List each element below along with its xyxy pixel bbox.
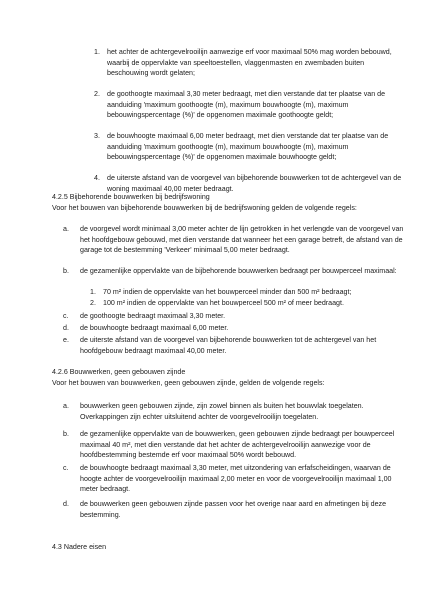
list-marker: b. [63, 430, 69, 438]
list-marker: 1. [94, 48, 100, 56]
list-item [0, 429, 430, 463]
list-item-text: de uiterste afstand van de voorgevel van bijbehorende bouwwerken tot de achtergevel van het hoofdgebouw bedraagt maximaal 40,00 meter. [80, 336, 377, 355]
list-item-text: 70 m² indien de oppervlakte van het bouwperceel minder dan 500 m² bedraagt; [103, 288, 352, 296]
numbered-list-top [0, 47, 430, 194]
list-marker: a. [63, 402, 69, 410]
list-item [0, 173, 430, 194]
lettered-list-4-2-6 [0, 401, 430, 521]
list-item-text: de bouwhoogte bedraagt maximaal 3,30 meter, met uitzondering van erfafscheidingen, waarvan de hoogte achter de voorgevelrooilijn maximaal 2,00 meter en voor de voorgevelrooilijn maximaal 1,00 meter bedraagt. [80, 464, 392, 494]
section-intro-4-2-6: Voor het bouwen van bouwwerken, geen gebouwen zijnde, gelden de volgende regels: [52, 379, 325, 387]
list-item-text: de bouwhoogte bedraagt maximaal 6,00 meter. [80, 324, 229, 332]
list-item [0, 266, 430, 287]
list-item-text: de goothoogte maximaal 3,30 meter bedraagt, met dien verstande dat ter plaatse van de aanduiding 'maximum goothoogte (m), maximum bouwhoogte (m), maximum bebouwingspercentage (%)' de opgenomen maximale goothoogte geldt; [107, 90, 386, 120]
list-item-text: de gezamenlijke oppervlakte van de bouwwerken, geen gebouwen zijnde bedraagt per bouwperceel maximaal 40 m², met dien verstande dat het achter de achtergevelrooilijn aanwezige voor de hoofdbestemming bestemde erf voor maximaal 50% wordt bebouwd. [80, 430, 395, 460]
list-item [0, 401, 430, 429]
list-item [0, 89, 430, 131]
sub-list-item [0, 287, 430, 298]
list-item-text: de gezamenlijke oppervlakte van de bijbehorende bouwwerken bedraagt per bouwperceel maximaal: [80, 267, 397, 275]
section-intro-4-2-5: Voor het bouwen van bijbehorende bouwwerken bij de bedrijfswoning gelden de volgende regels: [52, 204, 357, 212]
list-item-text: de goothoogte bedraagt maximaal 3,30 meter. [80, 312, 226, 320]
list-item-text: de bouwwerken geen gebouwen zijnde passen voor het overige naar aard en afmetingen bij deze bestemming. [80, 500, 387, 519]
list-item-text: de voorgevel wordt minimaal 3,00 meter achter de lijn getrokken in het verlengde van de voorgevel van het hoofdgebouw gebouwd, met dien verstande dat wanneer het een garage betreft, de afstand van de garage tot de bestemming 'Verkeer' minimaal 5,00 meter bedraagt. [80, 225, 404, 255]
list-item [0, 335, 430, 357]
list-item-text: bouwwerken geen gebouwen zijnde, zijn zowel binnen als buiten het bouwvlak toegelaten. Overkappingen zijn echter uitsluitend achter de voorgevelrooilijn toegelaten. [80, 402, 364, 421]
list-item-text: de bouwhoogte maximaal 6,00 meter bedraagt, met dien verstande dat ter plaatse van de aanduiding 'maximum goothoogte (m), maximum bouwhoogte (m), maximum bebouwingspercentage (%)' de opgenomen maximale bouwhoogte geldt; [107, 132, 389, 162]
list-marker: b. [63, 267, 69, 275]
list-item [0, 224, 430, 266]
list-item [0, 463, 430, 499]
list-marker: c. [63, 312, 69, 320]
list-marker: 2. [94, 90, 100, 98]
list-marker: 2. [90, 299, 96, 307]
section-heading-4-3: 4.3 Nadere eisen [52, 543, 107, 551]
lettered-list-4-2-5 [0, 224, 430, 357]
list-item [0, 131, 430, 173]
list-item-text: de uiterste afstand van de voorgevel van bijbehorende bouwwerken tot de achtergevel van de woning maximaal 40,00 meter bedraagt. [107, 174, 402, 193]
list-marker: 4. [94, 174, 100, 182]
list-marker: c. [63, 464, 69, 472]
list-item [0, 499, 430, 521]
list-item [0, 311, 430, 323]
list-item [0, 47, 430, 89]
section-heading-4-2-6: 4.2.6 Bouwwerken, geen gebouwen zijnde [52, 368, 186, 376]
list-marker: e. [63, 336, 69, 344]
list-item-text: het achter de achtergevelrooilijn aanwezige erf voor maximaal 50% mag worden bebouwd, waarbij de oppervlakte van speeltoestellen, vlaggenmasten en zwembaden buiten beschouwing wordt gelaten; [107, 48, 392, 78]
list-marker: 3. [94, 132, 100, 140]
list-marker: d. [63, 500, 69, 508]
list-marker: a. [63, 225, 69, 233]
list-item-text: 100 m² indien de oppervlakte van het bouwperceel 500 m² of meer bedraagt. [103, 299, 344, 307]
list-marker: 1. [90, 288, 96, 296]
list-item [0, 323, 430, 335]
sub-list-item [0, 298, 430, 311]
list-marker: d. [63, 324, 69, 332]
section-heading-4-2-5: 4.2.5 Bijbehorende bouwwerken bij bedrijfswoning [52, 193, 210, 201]
